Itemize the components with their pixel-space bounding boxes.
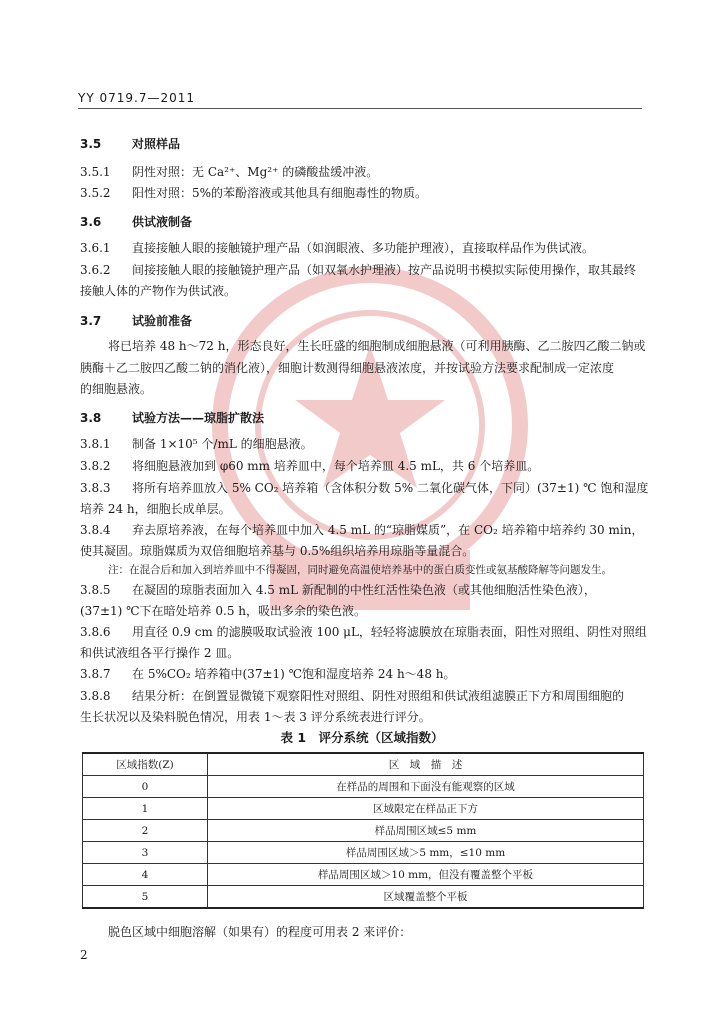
document-header: YY 0719.7—2011 [78, 91, 196, 105]
paragraph-line: 胰酶＋乙二胺四乙酸二钠的消化液），细胞计数测得细胞悬液浓度，并按试验方法要求配制成一定浓度 [80, 361, 615, 375]
table-row [83, 864, 644, 886]
zone-index-cell: 5 [83, 886, 208, 909]
scoring-table [82, 752, 644, 909]
zone-index-cell: 1 [83, 798, 208, 820]
clause: 3.5.1 阴性对照：无 Ca²⁺、Mg²⁺ 的磷酸盐缓冲液。 [80, 165, 379, 179]
clause: 3.8.7 在 5%CO₂ 培养箱中(37±1) ℃饱和湿度培养 24 h～48 h。 [80, 667, 456, 681]
zone-description-cell: 样品周围区域＞5 mm，≤10 mm [208, 842, 644, 864]
clause: 3.5.2 阳性对照：5%的苯酚溶液或其他具有细胞毒性的物质。 [80, 186, 428, 200]
clause: 3.8.5 在凝固的琼脂表面加入 4.5 mL 新配制的中性红活性染色液（或其他细胞活性染色液）， [80, 583, 596, 597]
clause: 3.8.3 将所有培养皿放入 5% CO₂ 培养箱（含体积分数 5% 二氧化碳气体，下同）(37±1) ℃ 饱和湿度 [80, 481, 649, 495]
clause-continuation: (37±1) ℃下在暗处培养 0.5 h，吸出多余的染色液。 [80, 604, 367, 618]
zone-index-cell: 2 [83, 820, 208, 842]
clause: 3.8.2 将细胞悬液加到 φ60 mm 培养皿中，每个培养皿 4.5 mL，共 6 个培养皿。 [80, 459, 540, 473]
section-heading: 3.7 试验前准备 [80, 314, 193, 328]
closing-paragraph: 脱色区域中细胞溶解（如果有）的程度可用表 2 来评价： [108, 925, 412, 939]
zone-description-cell: 样品周围区域≤5 mm [208, 820, 644, 842]
clause-continuation: 和供试液组各平行操作 2 皿。 [80, 646, 240, 660]
clause-continuation: 生长状况以及染料脱色情况，用表 1～表 3 评分系统表进行评分。 [80, 710, 431, 724]
zone-index-cell: 4 [83, 864, 208, 886]
header-divider [78, 108, 642, 109]
table-row [83, 820, 644, 842]
zone-index-cell: 0 [83, 776, 208, 798]
clause-continuation: 使其凝固。琼脂媒质为双倍细胞培养基与 0.5%组织培养用琼脂等量混合。 [80, 544, 475, 558]
clause: 3.6.1 直接接触人眼的接触镜护理产品（如润眼液、多功能护理液），直接取样品作为供试液。 [80, 241, 595, 255]
clause: 3.8.1 制备 1×10⁵ 个/mL 的细胞悬液。 [80, 437, 313, 451]
table-row [83, 886, 644, 909]
zone-description-cell: 样品周围区域＞10 mm，但没有覆盖整个平板 [208, 864, 644, 886]
paragraph-line: 的细胞悬液。 [80, 382, 153, 396]
note: 注：在混合后和加入到培养皿中不得凝固，同时避免高温使培养基中的蛋白质变性或氨基酸降解等问题发生。 [108, 564, 612, 576]
section-heading: 3.5 对照样品 [80, 137, 181, 151]
clause: 3.8.8 结果分析：在倒置显微镜下观察阳性对照组、阴性对照组和供试液组滤膜正下方和周围细胞的 [80, 689, 625, 703]
table-row [83, 842, 644, 864]
section-heading: 3.8 试验方法——琼脂扩散法 [80, 411, 265, 425]
table-caption: 表 1 评分系统（区域指数） [280, 730, 444, 745]
zone-description-cell: 在样品的周围和下面没有能观察的区域 [208, 776, 644, 798]
column-header: 区 域 描 述 [208, 753, 644, 776]
clause-continuation: 培养 24 h，细胞长成单层。 [80, 502, 231, 516]
table-header-row [83, 753, 644, 776]
table-row [83, 776, 644, 798]
clause-continuation: 接触人体的产物作为供试液。 [80, 284, 237, 298]
zone-description-cell: 区域覆盖整个平板 [208, 886, 644, 909]
section-heading: 3.6 供试液制备 [80, 215, 193, 229]
clause: 3.8.4 弃去原培养液，在每个培养皿中加入 4.5 mL 的“琼脂媒质”，在 CO₂ 培养箱中培养约 30 min， [80, 523, 644, 537]
clause: 3.6.2 间接接触人眼的接触镜护理产品（如双氧水护理液）按产品说明书模拟实际使用操作，取其最终 [80, 263, 637, 277]
clause: 3.8.6 用直径 0.9 cm 的滤膜吸取试验液 100 μL，轻轻将滤膜放在琼脂表面，阳性对照组、阴性对照组 [80, 625, 647, 639]
column-header: 区域指数(Z) [83, 753, 208, 776]
zone-description-cell: 区域限定在样品正下方 [208, 798, 644, 820]
paragraph-line: 将已培养 48 h～72 h，形态良好，生长旺盛的细胞制成细胞悬液（可利用胰酶、乙二胺四乙酸二钠或 [108, 339, 646, 353]
page-number: 2 [80, 948, 88, 962]
zone-index-cell: 3 [83, 842, 208, 864]
table-row [83, 798, 644, 820]
